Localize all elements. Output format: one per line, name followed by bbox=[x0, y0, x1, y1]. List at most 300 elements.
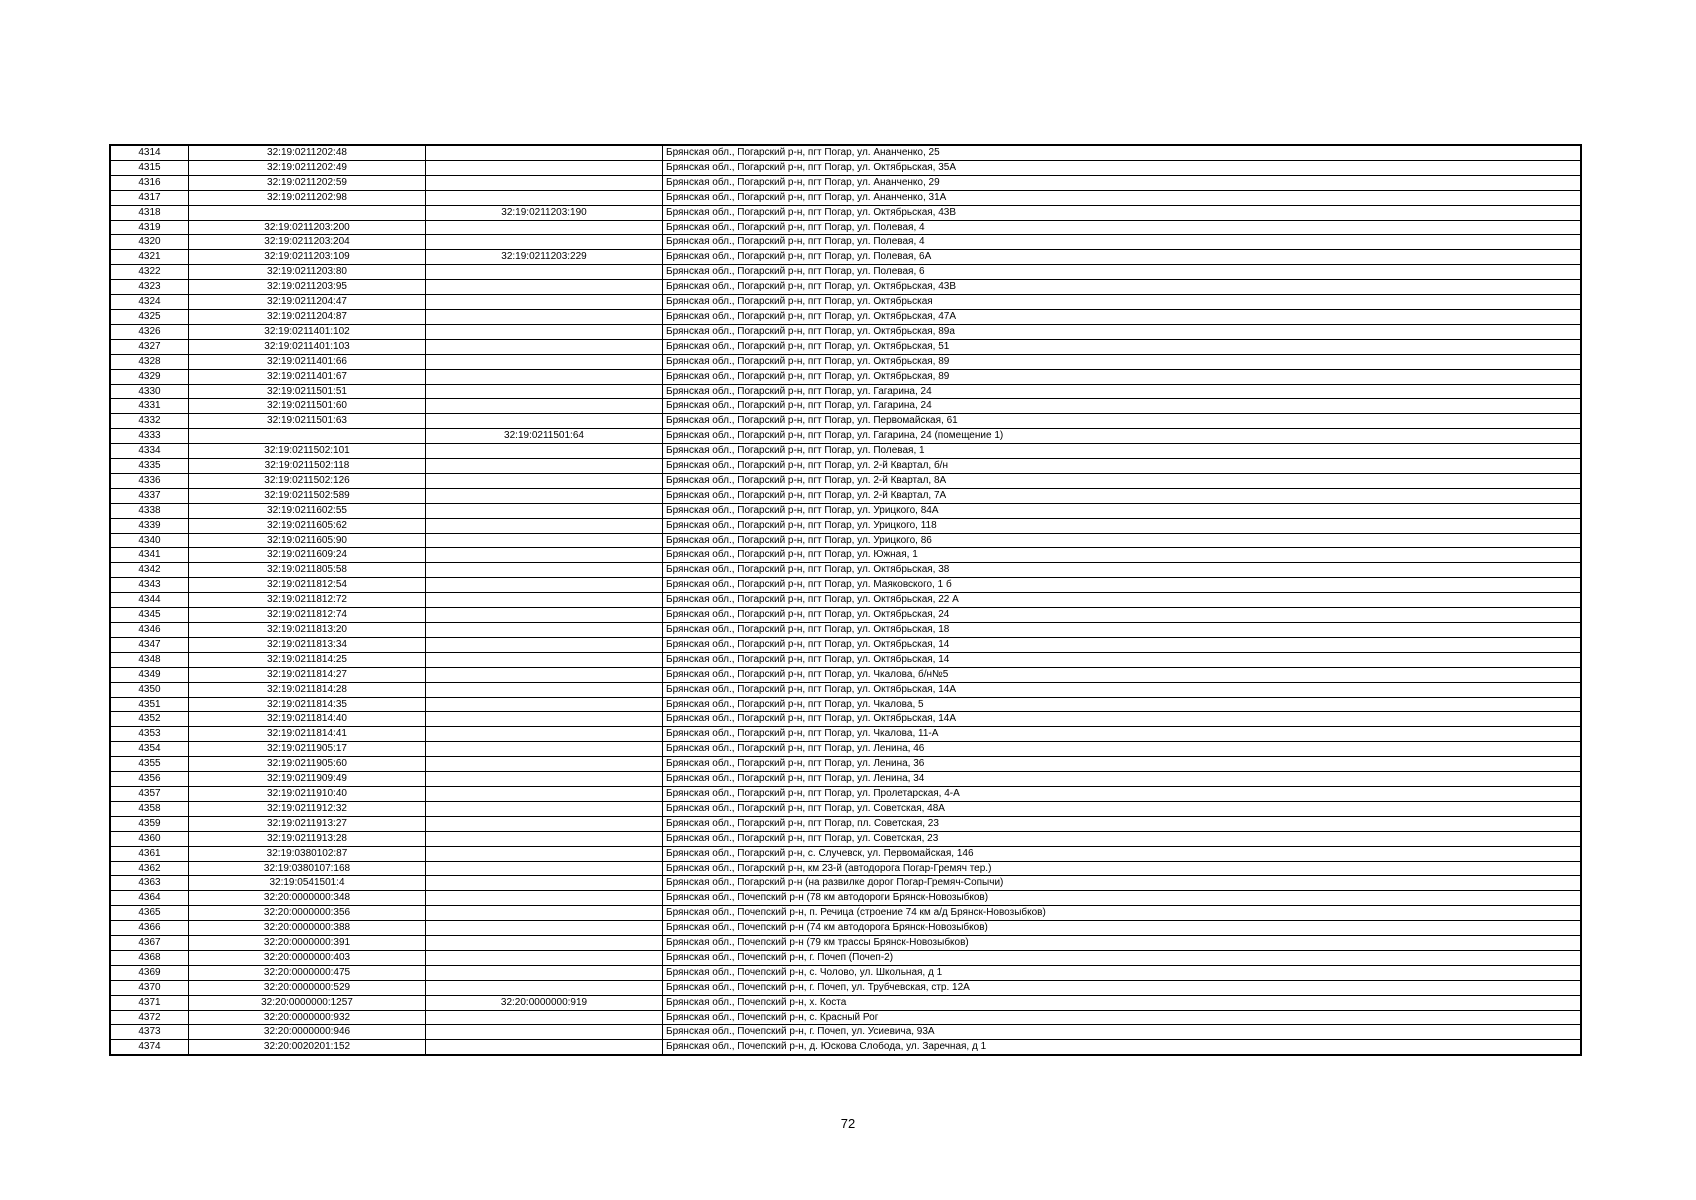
table-row bbox=[110, 980, 1581, 995]
cadastral-number-cell: 32:19:0211401:102 bbox=[189, 324, 426, 339]
address-cell: Брянская обл., Погарский р-н, пгт Погар, ул. Ананченко, 31А bbox=[663, 190, 1582, 205]
cadastral-number-cell: 32:19:0211912:32 bbox=[189, 801, 426, 816]
cadastral-number-cell bbox=[189, 429, 426, 444]
related-cadastral-number-cell bbox=[426, 309, 663, 324]
address-cell: Брянская обл., Погарский р-н, пгт Погар, ул. Полевая, 4 bbox=[663, 235, 1582, 250]
row-number-cell: 4340 bbox=[110, 533, 189, 548]
cadastral-number-cell: 32:19:0211202:49 bbox=[189, 160, 426, 175]
row-number-cell: 4348 bbox=[110, 652, 189, 667]
table-row bbox=[110, 965, 1581, 980]
cadastral-number-cell: 32:19:0211913:28 bbox=[189, 831, 426, 846]
address-cell: Брянская обл., Погарский р-н, пгт Погар, ул. 2-й Квартал, б/н bbox=[663, 459, 1582, 474]
address-cell: Брянская обл., Погарский р-н, пгт Погар, ул. Южная, 1 bbox=[663, 548, 1582, 563]
table-row bbox=[110, 637, 1581, 652]
table-row bbox=[110, 936, 1581, 951]
cadastral-number-cell: 32:19:0211202:59 bbox=[189, 175, 426, 190]
row-number-cell: 4351 bbox=[110, 697, 189, 712]
related-cadastral-number-cell bbox=[426, 712, 663, 727]
address-cell: Брянская обл., Погарский р-н, пгт Погар, ул. Полевая, 6А bbox=[663, 250, 1582, 265]
cadastral-number-cell: 32:19:0211401:103 bbox=[189, 339, 426, 354]
table-row bbox=[110, 623, 1581, 638]
table-row bbox=[110, 488, 1581, 503]
row-number-cell: 4344 bbox=[110, 593, 189, 608]
row-number-cell: 4349 bbox=[110, 667, 189, 682]
cadastral-number-cell: 32:19:0211905:60 bbox=[189, 757, 426, 772]
cadastral-number-cell: 32:19:0211203:200 bbox=[189, 220, 426, 235]
address-cell: Брянская обл., Почепский р-н, с. Красный Рог bbox=[663, 1010, 1582, 1025]
table-row bbox=[110, 712, 1581, 727]
row-number-cell: 4354 bbox=[110, 742, 189, 757]
row-number-cell: 4331 bbox=[110, 399, 189, 414]
cadastral-number-cell: 32:20:0020201:152 bbox=[189, 1040, 426, 1055]
table-row bbox=[110, 324, 1581, 339]
address-cell: Брянская обл., Почепский р-н, г. Почеп, ул. Усиевича, 93А bbox=[663, 1025, 1582, 1040]
address-cell: Брянская обл., Погарский р-н, пгт Погар, ул. Октябрьская, 24 bbox=[663, 608, 1582, 623]
related-cadastral-number-cell bbox=[426, 563, 663, 578]
address-cell: Брянская обл., Погарский р-н, пгт Погар, ул. Октябрьская, 89 bbox=[663, 369, 1582, 384]
table-row bbox=[110, 652, 1581, 667]
address-cell: Брянская обл., Погарский р-н, пгт Погар, ул. Октябрьская, 89 bbox=[663, 354, 1582, 369]
address-cell: Брянская обл., Погарский р-н (на развилке дорог Погар-Гремяч-Сопычи) bbox=[663, 876, 1582, 891]
cadastral-number-cell: 32:19:0211609:24 bbox=[189, 548, 426, 563]
address-cell: Брянская обл., Почепский р-н, с. Чолово, ул. Школьная, д 1 bbox=[663, 965, 1582, 980]
table-row bbox=[110, 235, 1581, 250]
related-cadastral-number-cell bbox=[426, 816, 663, 831]
row-number-cell: 4333 bbox=[110, 429, 189, 444]
cadastral-number-cell bbox=[189, 205, 426, 220]
table-row bbox=[110, 786, 1581, 801]
related-cadastral-number-cell bbox=[426, 533, 663, 548]
address-cell: Брянская обл., Погарский р-н, пгт Погар, ул. Октябрьская, 89а bbox=[663, 324, 1582, 339]
address-cell: Брянская обл., Почепский р-н, г. Почеп (Почеп-2) bbox=[663, 950, 1582, 965]
cadastral-number-cell: 32:20:0000000:475 bbox=[189, 965, 426, 980]
cadastral-number-cell: 32:19:0380102:87 bbox=[189, 846, 426, 861]
table-row bbox=[110, 921, 1581, 936]
address-cell: Брянская обл., Почепский р-н (74 км автодорога Брянск-Новозыбков) bbox=[663, 921, 1582, 936]
related-cadastral-number-cell bbox=[426, 593, 663, 608]
address-cell: Брянская обл., Погарский р-н, пгт Погар, ул. Октябрьская, 47А bbox=[663, 309, 1582, 324]
row-number-cell: 4369 bbox=[110, 965, 189, 980]
address-cell: Брянская обл., Погарский р-н, пгт Погар, ул. Октябрьская bbox=[663, 295, 1582, 310]
address-cell: Брянская обл., Погарский р-н, пгт Погар, ул. Октябрьская, 22 А bbox=[663, 593, 1582, 608]
table-row bbox=[110, 891, 1581, 906]
table-row bbox=[110, 757, 1581, 772]
related-cadastral-number-cell bbox=[426, 891, 663, 906]
address-cell: Брянская обл., Погарский р-н, пгт Погар, ул. Советская, 48А bbox=[663, 801, 1582, 816]
related-cadastral-number-cell bbox=[426, 936, 663, 951]
address-cell: Брянская обл., Почепский р-н (79 км трассы Брянск-Новозыбков) bbox=[663, 936, 1582, 951]
table-row bbox=[110, 667, 1581, 682]
related-cadastral-number-cell bbox=[426, 667, 663, 682]
address-cell: Брянская обл., Погарский р-н, пгт Погар, ул. Полевая, 4 bbox=[663, 220, 1582, 235]
address-cell: Брянская обл., Погарский р-н, пгт Погар, ул. Урицкого, 118 bbox=[663, 518, 1582, 533]
table-row bbox=[110, 563, 1581, 578]
table-row bbox=[110, 995, 1581, 1010]
table-row bbox=[110, 160, 1581, 175]
address-cell: Брянская обл., Почепский р-н, д. Юскова Слобода, ул. Заречная, д 1 bbox=[663, 1040, 1582, 1055]
cadastral-number-cell: 32:19:0541501:4 bbox=[189, 876, 426, 891]
address-cell: Брянская обл., Погарский р-н, пгт Погар, ул. Советская, 23 bbox=[663, 831, 1582, 846]
cadastral-number-cell: 32:19:0211814:28 bbox=[189, 682, 426, 697]
related-cadastral-number-cell bbox=[426, 354, 663, 369]
related-cadastral-number-cell: 32:19:0211501:64 bbox=[426, 429, 663, 444]
cadastral-number-cell: 32:19:0211502:101 bbox=[189, 444, 426, 459]
related-cadastral-number-cell bbox=[426, 190, 663, 205]
address-cell: Брянская обл., Погарский р-н, пгт Погар, ул. Октябрьская, 14 bbox=[663, 652, 1582, 667]
registry-table-body bbox=[110, 145, 1581, 1055]
related-cadastral-number-cell bbox=[426, 339, 663, 354]
row-number-cell: 4316 bbox=[110, 175, 189, 190]
related-cadastral-number-cell bbox=[426, 861, 663, 876]
table-row bbox=[110, 265, 1581, 280]
cadastral-number-cell: 32:19:0211814:40 bbox=[189, 712, 426, 727]
table-row bbox=[110, 593, 1581, 608]
table-row bbox=[110, 414, 1581, 429]
related-cadastral-number-cell bbox=[426, 697, 663, 712]
table-row bbox=[110, 861, 1581, 876]
table-row bbox=[110, 608, 1581, 623]
table-row bbox=[110, 280, 1581, 295]
address-cell: Брянская обл., Погарский р-н, пгт Погар, ул. Первомайская, 61 bbox=[663, 414, 1582, 429]
cadastral-number-cell: 32:19:0211502:589 bbox=[189, 488, 426, 503]
row-number-cell: 4367 bbox=[110, 936, 189, 951]
address-cell: Брянская обл., Погарский р-н, пгт Погар, ул. Чкалова, 11-А bbox=[663, 727, 1582, 742]
address-cell: Брянская обл., Погарский р-н, пгт Погар, ул. Ананченко, 25 bbox=[663, 145, 1582, 160]
address-cell: Брянская обл., Погарский р-н, пгт Погар, ул. Чкалова, 5 bbox=[663, 697, 1582, 712]
row-number-cell: 4327 bbox=[110, 339, 189, 354]
address-cell: Брянская обл., Погарский р-н, пгт Погар, ул. Ленина, 36 bbox=[663, 757, 1582, 772]
table-row bbox=[110, 548, 1581, 563]
address-cell: Брянская обл., Погарский р-н, пгт Погар, ул. Урицкого, 86 bbox=[663, 533, 1582, 548]
row-number-cell: 4329 bbox=[110, 369, 189, 384]
related-cadastral-number-cell: 32:19:0211203:229 bbox=[426, 250, 663, 265]
address-cell: Брянская обл., Погарский р-н, пгт Погар, ул. Урицкого, 84А bbox=[663, 503, 1582, 518]
table-row bbox=[110, 578, 1581, 593]
cadastral-number-cell: 32:20:0000000:388 bbox=[189, 921, 426, 936]
cadastral-number-cell: 32:19:0211814:25 bbox=[189, 652, 426, 667]
row-number-cell: 4334 bbox=[110, 444, 189, 459]
address-cell: Брянская обл., Погарский р-н, пгт Погар, ул. Ананченко, 29 bbox=[663, 175, 1582, 190]
row-number-cell: 4350 bbox=[110, 682, 189, 697]
row-number-cell: 4363 bbox=[110, 876, 189, 891]
address-cell: Брянская обл., Погарский р-н, пгт Погар, ул. Гагарина, 24 bbox=[663, 384, 1582, 399]
related-cadastral-number-cell bbox=[426, 682, 663, 697]
related-cadastral-number-cell bbox=[426, 921, 663, 936]
address-cell: Брянская обл., Погарский р-н, пгт Погар, ул. Октябрьская, 43В bbox=[663, 205, 1582, 220]
address-cell: Брянская обл., Погарский р-н, пгт Погар, ул. Полевая, 1 bbox=[663, 444, 1582, 459]
registry-table bbox=[109, 144, 1582, 1056]
row-number-cell: 4314 bbox=[110, 145, 189, 160]
row-number-cell: 4319 bbox=[110, 220, 189, 235]
row-number-cell: 4353 bbox=[110, 727, 189, 742]
table-row bbox=[110, 518, 1581, 533]
table-row bbox=[110, 145, 1581, 160]
address-cell: Брянская обл., Погарский р-н, пгт Погар, пл. Советская, 23 bbox=[663, 816, 1582, 831]
cadastral-number-cell: 32:19:0211203:80 bbox=[189, 265, 426, 280]
table-row bbox=[110, 309, 1581, 324]
row-number-cell: 4323 bbox=[110, 280, 189, 295]
related-cadastral-number-cell bbox=[426, 235, 663, 250]
address-cell: Брянская обл., Погарский р-н, пгт Погар, ул. Октябрьская, 18 bbox=[663, 623, 1582, 638]
address-cell: Брянская обл., Погарский р-н, пгт Погар, ул. Полевая, 6 bbox=[663, 265, 1582, 280]
table-row bbox=[110, 250, 1581, 265]
table-row bbox=[110, 950, 1581, 965]
table-row bbox=[110, 1040, 1581, 1055]
cadastral-number-cell: 32:20:0000000:529 bbox=[189, 980, 426, 995]
table-row bbox=[110, 846, 1581, 861]
row-number-cell: 4361 bbox=[110, 846, 189, 861]
row-number-cell: 4342 bbox=[110, 563, 189, 578]
address-cell: Брянская обл., Погарский р-н, пгт Погар, ул. 2-й Квартал, 8А bbox=[663, 473, 1582, 488]
row-number-cell: 4337 bbox=[110, 488, 189, 503]
related-cadastral-number-cell bbox=[426, 503, 663, 518]
related-cadastral-number-cell bbox=[426, 801, 663, 816]
address-cell: Брянская обл., Погарский р-н, пгт Погар, ул. Октябрьская, 14А bbox=[663, 712, 1582, 727]
row-number-cell: 4347 bbox=[110, 637, 189, 652]
related-cadastral-number-cell bbox=[426, 831, 663, 846]
cadastral-number-cell: 32:20:0000000:391 bbox=[189, 936, 426, 951]
row-number-cell: 4322 bbox=[110, 265, 189, 280]
related-cadastral-number-cell bbox=[426, 324, 663, 339]
address-cell: Брянская обл., Погарский р-н, пгт Погар, ул. Октябрьская, 38 bbox=[663, 563, 1582, 578]
table-row bbox=[110, 816, 1581, 831]
table-row bbox=[110, 295, 1581, 310]
table-row bbox=[110, 205, 1581, 220]
cadastral-number-cell: 32:19:0380107:168 bbox=[189, 861, 426, 876]
row-number-cell: 4352 bbox=[110, 712, 189, 727]
row-number-cell: 4358 bbox=[110, 801, 189, 816]
related-cadastral-number-cell bbox=[426, 220, 663, 235]
cadastral-number-cell: 32:19:0211202:98 bbox=[189, 190, 426, 205]
related-cadastral-number-cell bbox=[426, 488, 663, 503]
cadastral-number-cell: 32:19:0211913:27 bbox=[189, 816, 426, 831]
row-number-cell: 4335 bbox=[110, 459, 189, 474]
cadastral-number-cell: 32:19:0211812:72 bbox=[189, 593, 426, 608]
address-cell: Брянская обл., Погарский р-н, км 23-й (автодорога Погар-Гремяч тер.) bbox=[663, 861, 1582, 876]
row-number-cell: 4359 bbox=[110, 816, 189, 831]
row-number-cell: 4371 bbox=[110, 995, 189, 1010]
cadastral-number-cell: 32:19:0211814:27 bbox=[189, 667, 426, 682]
cadastral-number-cell: 32:19:0211203:109 bbox=[189, 250, 426, 265]
table-row bbox=[110, 697, 1581, 712]
row-number-cell: 4366 bbox=[110, 921, 189, 936]
address-cell: Брянская обл., Погарский р-н, с. Случевск, ул. Первомайская, 146 bbox=[663, 846, 1582, 861]
table-row bbox=[110, 801, 1581, 816]
cadastral-number-cell: 32:19:0211812:74 bbox=[189, 608, 426, 623]
row-number-cell: 4365 bbox=[110, 906, 189, 921]
related-cadastral-number-cell bbox=[426, 980, 663, 995]
row-number-cell: 4372 bbox=[110, 1010, 189, 1025]
row-number-cell: 4317 bbox=[110, 190, 189, 205]
row-number-cell: 4345 bbox=[110, 608, 189, 623]
table-row bbox=[110, 473, 1581, 488]
related-cadastral-number-cell bbox=[426, 414, 663, 429]
row-number-cell: 4368 bbox=[110, 950, 189, 965]
cadastral-number-cell: 32:19:0211813:34 bbox=[189, 637, 426, 652]
table-row bbox=[110, 742, 1581, 757]
row-number-cell: 4343 bbox=[110, 578, 189, 593]
cadastral-number-cell: 32:19:0211401:66 bbox=[189, 354, 426, 369]
related-cadastral-number-cell bbox=[426, 280, 663, 295]
address-cell: Брянская обл., Погарский р-н, пгт Погар, ул. Октябрьская, 14 bbox=[663, 637, 1582, 652]
table-row bbox=[110, 459, 1581, 474]
cadastral-number-cell: 32:19:0211204:87 bbox=[189, 309, 426, 324]
table-row bbox=[110, 1025, 1581, 1040]
related-cadastral-number-cell bbox=[426, 473, 663, 488]
cadastral-number-cell: 32:19:0211203:95 bbox=[189, 280, 426, 295]
address-cell: Брянская обл., Почепский р-н, п. Речица (строение 74 км а/д Брянск-Новозыбков) bbox=[663, 906, 1582, 921]
cadastral-number-cell: 32:19:0211202:48 bbox=[189, 145, 426, 160]
related-cadastral-number-cell bbox=[426, 652, 663, 667]
address-cell: Брянская обл., Почепский р-н (78 км автодороги Брянск-Новозыбков) bbox=[663, 891, 1582, 906]
cadastral-number-cell: 32:19:0211910:40 bbox=[189, 786, 426, 801]
table-row bbox=[110, 354, 1581, 369]
table-row bbox=[110, 876, 1581, 891]
row-number-cell: 4357 bbox=[110, 786, 189, 801]
related-cadastral-number-cell bbox=[426, 399, 663, 414]
table-row bbox=[110, 682, 1581, 697]
cadastral-number-cell: 32:19:0211814:35 bbox=[189, 697, 426, 712]
row-number-cell: 4332 bbox=[110, 414, 189, 429]
table-row bbox=[110, 533, 1581, 548]
table-row bbox=[110, 384, 1581, 399]
related-cadastral-number-cell bbox=[426, 637, 663, 652]
table-row bbox=[110, 831, 1581, 846]
cadastral-number-cell: 32:19:0211814:41 bbox=[189, 727, 426, 742]
related-cadastral-number-cell bbox=[426, 145, 663, 160]
address-cell: Брянская обл., Погарский р-н, пгт Погар, ул. Октябрьская, 14А bbox=[663, 682, 1582, 697]
row-number-cell: 4328 bbox=[110, 354, 189, 369]
table-row bbox=[110, 339, 1581, 354]
related-cadastral-number-cell bbox=[426, 742, 663, 757]
related-cadastral-number-cell bbox=[426, 160, 663, 175]
page-number: 72 bbox=[840, 1116, 856, 1131]
cadastral-number-cell: 32:20:0000000:932 bbox=[189, 1010, 426, 1025]
row-number-cell: 4373 bbox=[110, 1025, 189, 1040]
table-row bbox=[110, 772, 1581, 787]
row-number-cell: 4325 bbox=[110, 309, 189, 324]
table-row bbox=[110, 906, 1581, 921]
related-cadastral-number-cell bbox=[426, 175, 663, 190]
row-number-cell: 4336 bbox=[110, 473, 189, 488]
row-number-cell: 4330 bbox=[110, 384, 189, 399]
related-cadastral-number-cell bbox=[426, 265, 663, 280]
address-cell: Брянская обл., Погарский р-н, пгт Погар, ул. Ленина, 34 bbox=[663, 772, 1582, 787]
row-number-cell: 4321 bbox=[110, 250, 189, 265]
cadastral-number-cell: 32:19:0211905:17 bbox=[189, 742, 426, 757]
row-number-cell: 4339 bbox=[110, 518, 189, 533]
cadastral-number-cell: 32:19:0211605:90 bbox=[189, 533, 426, 548]
address-cell: Брянская обл., Погарский р-н, пгт Погар, ул. Гагарина, 24 (помещение 1) bbox=[663, 429, 1582, 444]
address-cell: Брянская обл., Погарский р-н, пгт Погар, ул. Маяковского, 1 б bbox=[663, 578, 1582, 593]
related-cadastral-number-cell bbox=[426, 518, 663, 533]
related-cadastral-number-cell bbox=[426, 1025, 663, 1040]
cadastral-number-cell: 32:19:0211401:67 bbox=[189, 369, 426, 384]
row-number-cell: 4356 bbox=[110, 772, 189, 787]
related-cadastral-number-cell bbox=[426, 623, 663, 638]
related-cadastral-number-cell bbox=[426, 1040, 663, 1055]
cadastral-number-cell: 32:19:0211602:55 bbox=[189, 503, 426, 518]
related-cadastral-number-cell: 32:20:0000000:919 bbox=[426, 995, 663, 1010]
row-number-cell: 4318 bbox=[110, 205, 189, 220]
row-number-cell: 4326 bbox=[110, 324, 189, 339]
cadastral-number-cell: 32:20:0000000:1257 bbox=[189, 995, 426, 1010]
address-cell: Брянская обл., Почепский р-н, х. Коста bbox=[663, 995, 1582, 1010]
related-cadastral-number-cell bbox=[426, 1010, 663, 1025]
related-cadastral-number-cell: 32:19:0211203:190 bbox=[426, 205, 663, 220]
related-cadastral-number-cell bbox=[426, 757, 663, 772]
related-cadastral-number-cell bbox=[426, 578, 663, 593]
row-number-cell: 4362 bbox=[110, 861, 189, 876]
row-number-cell: 4338 bbox=[110, 503, 189, 518]
address-cell: Брянская обл., Погарский р-н, пгт Погар, ул. Октябрьская, 43В bbox=[663, 280, 1582, 295]
address-cell: Брянская обл., Почепский р-н, г. Почеп, ул. Трубчевская, стр. 12А bbox=[663, 980, 1582, 995]
cadastral-number-cell: 32:19:0211203:204 bbox=[189, 235, 426, 250]
row-number-cell: 4355 bbox=[110, 757, 189, 772]
related-cadastral-number-cell bbox=[426, 772, 663, 787]
cadastral-number-cell: 32:20:0000000:356 bbox=[189, 906, 426, 921]
address-cell: Брянская обл., Погарский р-н, пгт Погар, ул. Октябрьская, 51 bbox=[663, 339, 1582, 354]
row-number-cell: 4370 bbox=[110, 980, 189, 995]
related-cadastral-number-cell bbox=[426, 548, 663, 563]
related-cadastral-number-cell bbox=[426, 727, 663, 742]
table-row bbox=[110, 190, 1581, 205]
table-row bbox=[110, 444, 1581, 459]
cadastral-number-cell: 32:20:0000000:946 bbox=[189, 1025, 426, 1040]
cadastral-number-cell: 32:19:0211501:60 bbox=[189, 399, 426, 414]
address-cell: Брянская обл., Погарский р-н, пгт Погар, ул. Октябрьская, 35А bbox=[663, 160, 1582, 175]
address-cell: Брянская обл., Погарский р-н, пгт Погар, ул. Пролетарская, 4-А bbox=[663, 786, 1582, 801]
row-number-cell: 4341 bbox=[110, 548, 189, 563]
address-cell: Брянская обл., Погарский р-н, пгт Погар, ул. Гагарина, 24 bbox=[663, 399, 1582, 414]
related-cadastral-number-cell bbox=[426, 906, 663, 921]
cadastral-number-cell: 32:19:0211501:51 bbox=[189, 384, 426, 399]
row-number-cell: 4364 bbox=[110, 891, 189, 906]
row-number-cell: 4320 bbox=[110, 235, 189, 250]
cadastral-number-cell: 32:19:0211501:63 bbox=[189, 414, 426, 429]
table-row bbox=[110, 369, 1581, 384]
cadastral-number-cell: 32:19:0211909:49 bbox=[189, 772, 426, 787]
row-number-cell: 4324 bbox=[110, 295, 189, 310]
table-row bbox=[110, 175, 1581, 190]
cadastral-number-cell: 32:19:0211813:20 bbox=[189, 623, 426, 638]
related-cadastral-number-cell bbox=[426, 950, 663, 965]
cadastral-number-cell: 32:19:0211812:54 bbox=[189, 578, 426, 593]
table-row bbox=[110, 429, 1581, 444]
row-number-cell: 4360 bbox=[110, 831, 189, 846]
related-cadastral-number-cell bbox=[426, 444, 663, 459]
row-number-cell: 4315 bbox=[110, 160, 189, 175]
related-cadastral-number-cell bbox=[426, 369, 663, 384]
cadastral-number-cell: 32:19:0211204:47 bbox=[189, 295, 426, 310]
address-cell: Брянская обл., Погарский р-н, пгт Погар, ул. Чкалова, б/н№5 bbox=[663, 667, 1582, 682]
related-cadastral-number-cell bbox=[426, 459, 663, 474]
related-cadastral-number-cell bbox=[426, 846, 663, 861]
address-cell: Брянская обл., Погарский р-н, пгт Погар, ул. 2-й Квартал, 7А bbox=[663, 488, 1582, 503]
table-row bbox=[110, 727, 1581, 742]
table-row bbox=[110, 1010, 1581, 1025]
cadastral-number-cell: 32:20:0000000:403 bbox=[189, 950, 426, 965]
related-cadastral-number-cell bbox=[426, 384, 663, 399]
related-cadastral-number-cell bbox=[426, 786, 663, 801]
cadastral-number-cell: 32:19:0211805:58 bbox=[189, 563, 426, 578]
cadastral-number-cell: 32:20:0000000:348 bbox=[189, 891, 426, 906]
table-row bbox=[110, 220, 1581, 235]
related-cadastral-number-cell bbox=[426, 608, 663, 623]
related-cadastral-number-cell bbox=[426, 876, 663, 891]
cadastral-number-cell: 32:19:0211502:126 bbox=[189, 473, 426, 488]
table-row bbox=[110, 399, 1581, 414]
